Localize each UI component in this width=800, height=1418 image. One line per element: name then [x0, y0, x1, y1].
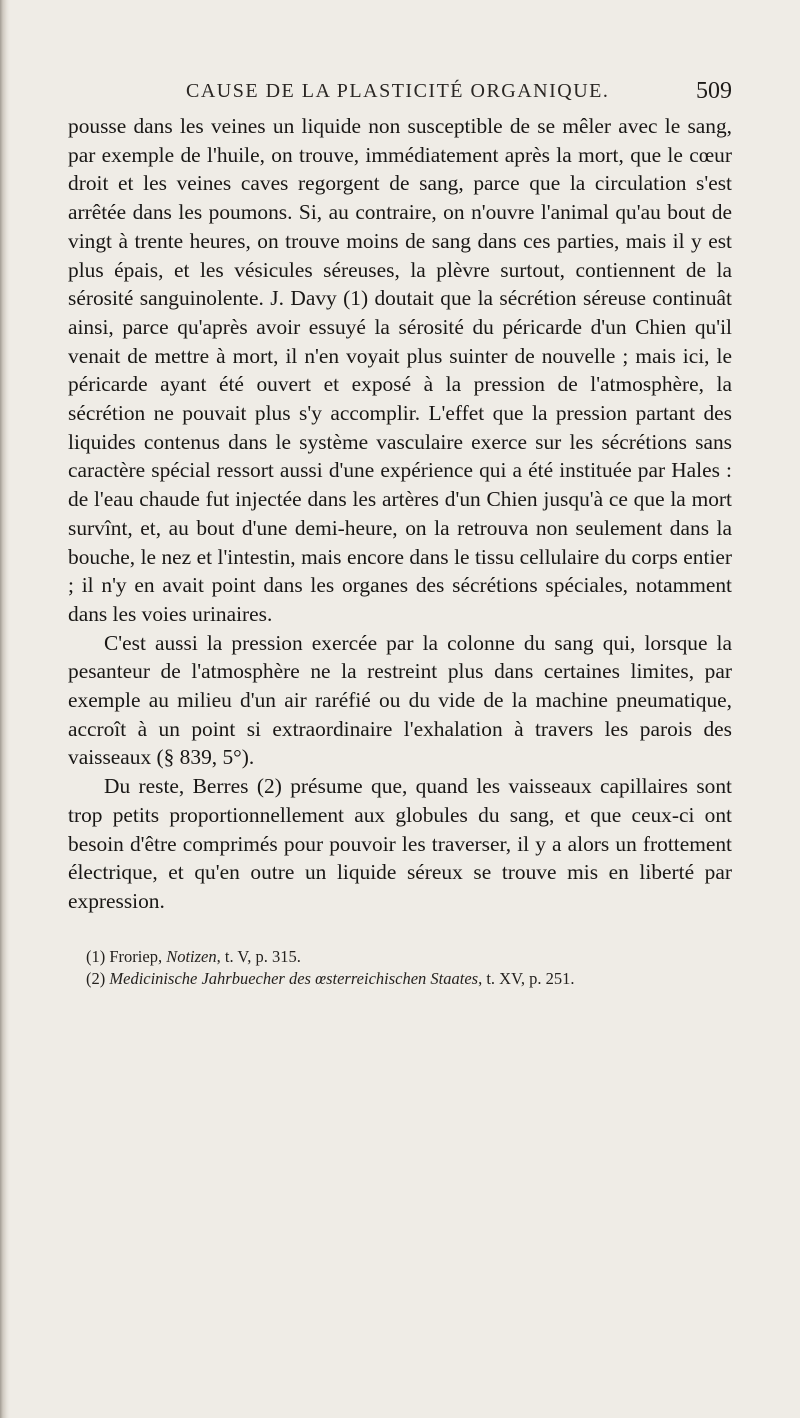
footnote-1-ref: , t. V, p. 315.: [216, 946, 301, 966]
footnote-2-work: Medicinische Jahrbuecher des œsterreichischen Staates: [109, 968, 479, 988]
paragraph-2: C'est aussi la pression exercée par la colonne du sang qui, lorsque la pesanteur de l'atmosphère ne la restreint plus dans certaines limites, par exemple au milieu d'un air raréfié ou du vide de la machine pneumatique, accroît à un point si extraordinaire l'exhalation à travers les parois des vaisseaux (§ 839, 5°).: [68, 630, 732, 770]
book-page: [68, 78, 732, 990]
footnote-2-ref: , t. XV, p. 251.: [478, 968, 575, 988]
body-text: [68, 112, 732, 916]
footnote-1-work: Notizen: [166, 946, 217, 966]
page-binding-edge: [0, 0, 10, 1418]
footnote-1-author: Froriep,: [109, 946, 163, 966]
paragraph-1: pousse dans les veines un liquide non susceptible de se mêler avec le sang, par exemple de l'huile, on trouve, immédiatement après la mort, que le cœur droit et les veines caves regorgent de sang, parce que la circulation s'est arrêtée dans les poumons. Si, au contraire, on n'ouvre l'animal qu'au bout de vingt à trente heures, on trouve moins de sang dans ces parties, mais il y est plus épais, et les vésicules séreuses, la plèvre surtout, contiennent de la sérosité sanguinolente. J. Davy (1) doutait que la sécrétion séreuse continuât ainsi, parce qu'après avoir essuyé la sérosité du péricarde d'un Chien qu'il venait de mettre à mort, il n'en voyait plus suinter de nouvelle ; mais ici, le péricarde ayant été ouvert et exposé à la pression de l'atmosphère, la sécrétion ne pouvait plus s'y accomplir. L'effet que la pression partant des liquides contenus dans le système vasculaire exerce sur les sécrétions sans caractère spécial ressort aussi d'une expérience qui a été instituée par Hales : de l'eau chaude fut injectée dans les artères d'un Chien jusqu'à ce que la mort survînt, et, au bout d'une demi-heure, on la retrouva non seulement dans la bouche, le nez et l'intestin, mais encore dans le tissu cellulaire du corps entier ; il n'y en avait point dans les organes des sécrétions spéciales, notamment dans les voies urinaires.: [68, 114, 732, 626]
footnote-1-marker: (1): [86, 946, 106, 966]
footnotes: [68, 946, 732, 990]
footnote-2-marker: (2): [86, 968, 106, 988]
running-head: [68, 78, 732, 112]
paragraph-3: Du reste, Berres (2) présume que, quand les vaisseaux capillaires sont trop petits proportionnellement aux globules du sang, et que ceux-ci ont besoin d'être comprimés pour pouvoir les traverser, il y a alors un frottement électrique, et qu'en outre un liquide séreux se trouve mis en liberté par expression.: [68, 774, 732, 913]
running-title: CAUSE DE LA PLASTICITÉ ORGANIQUE.: [186, 80, 610, 102]
page-number: 509: [696, 78, 732, 104]
footnote-2: [68, 968, 732, 990]
footnote-1: [68, 946, 732, 968]
